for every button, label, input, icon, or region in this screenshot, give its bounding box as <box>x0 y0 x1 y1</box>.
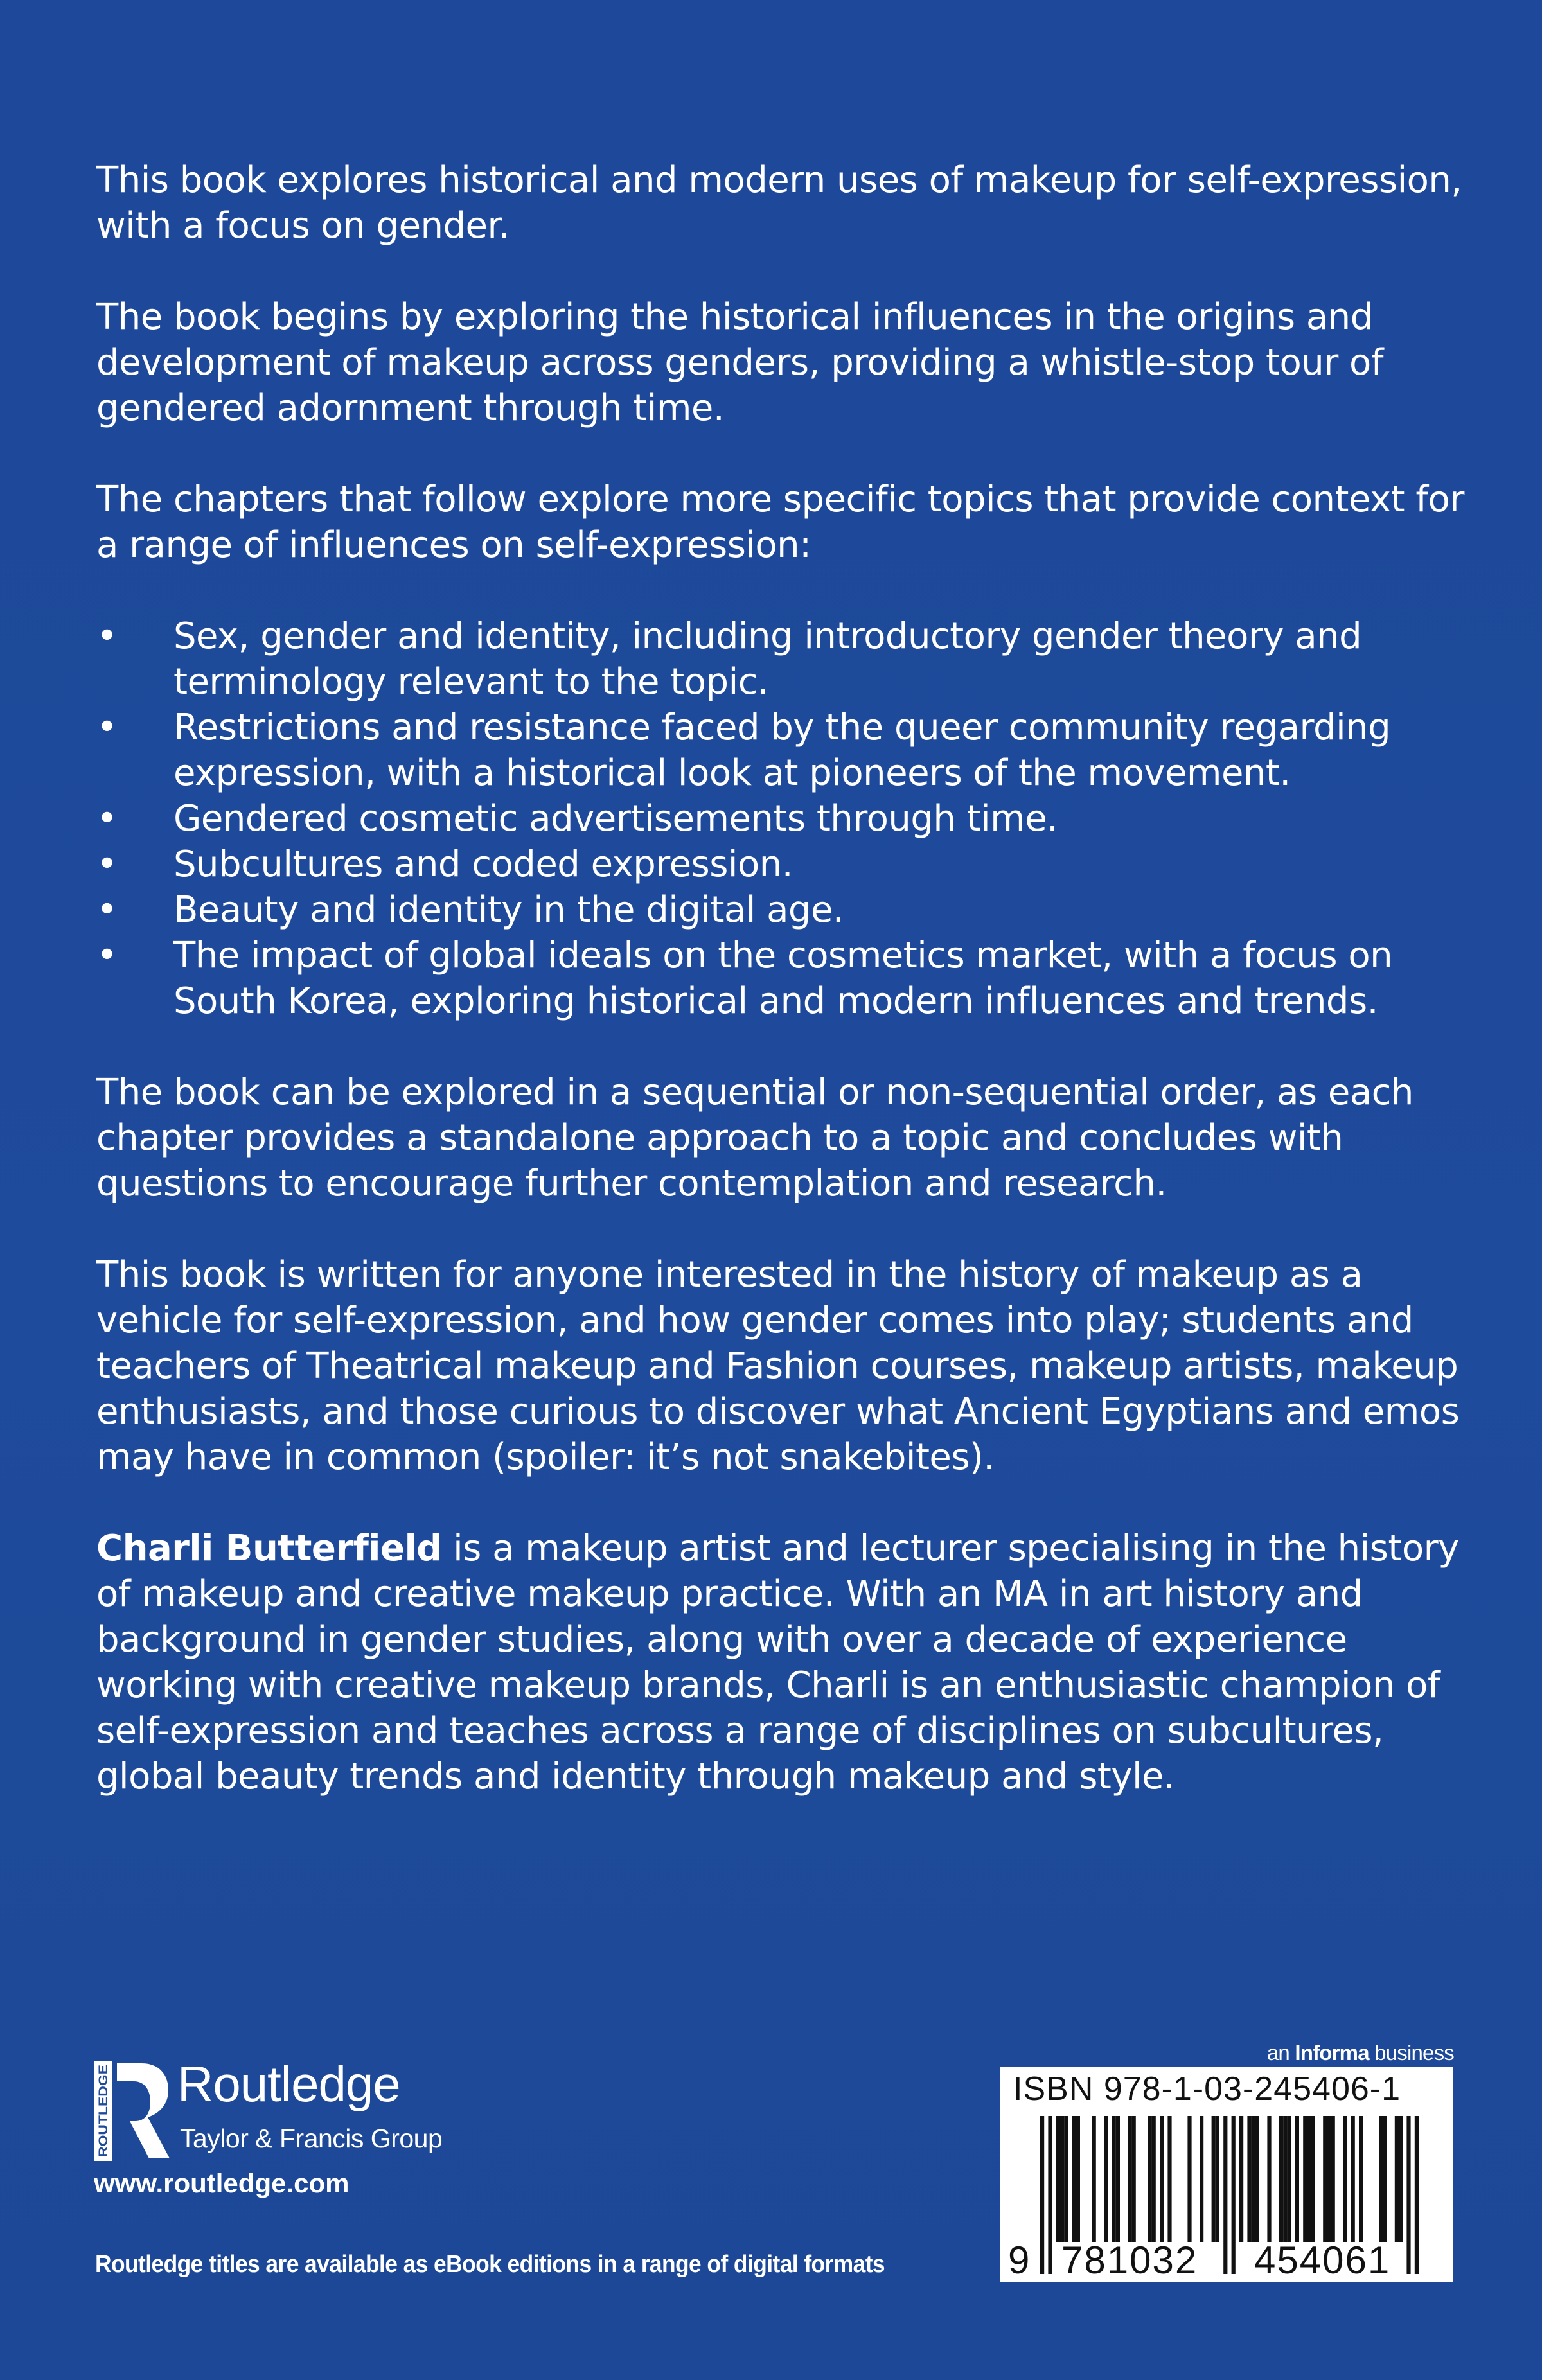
barcode-bar <box>1255 2116 1259 2242</box>
barcode-bar <box>1187 2116 1191 2242</box>
list-item: • Beauty and identity in the digital age. <box>96 887 1465 933</box>
chapter-topics-list <box>96 613 1465 1024</box>
barcode-bar <box>1359 2116 1363 2242</box>
blurb <box>96 157 1465 1845</box>
barcode-bar <box>1064 2116 1068 2242</box>
barcode-bar <box>1152 2116 1156 2242</box>
informa-brand: Informa <box>1295 2041 1369 2065</box>
barcode-bar <box>1232 2116 1236 2274</box>
barcode-bar <box>1239 2116 1243 2242</box>
history-paragraph: The book begins by exploring the historical influences in the origins and development of makeup across genders, providing a whistle-stop tour of gendered adornment through time. <box>96 296 1384 429</box>
barcode-bar <box>1128 2116 1131 2242</box>
barcode-bar <box>1295 2116 1299 2242</box>
barcode-bar <box>1395 2116 1399 2242</box>
barcode-bar <box>1283 2116 1287 2242</box>
barcode-bar <box>1132 2116 1136 2242</box>
barcode-bar <box>1167 2116 1171 2242</box>
logo-vertical-text: ROUTLEDGE <box>97 2080 111 2157</box>
author-bio <box>96 1526 1465 1799</box>
list-item: • Gendered cosmetic advertisements through time. <box>96 796 1465 842</box>
barcode-bar <box>1200 2116 1203 2242</box>
barcode-bar <box>1212 2116 1216 2242</box>
barcode-bar <box>1311 2116 1315 2242</box>
barcode-bar <box>1216 2116 1219 2242</box>
barcode-digits-left: 781032 <box>1061 2239 1198 2282</box>
barcode-bar <box>1223 2116 1227 2274</box>
routledge-logo-icon <box>94 2061 171 2161</box>
ebook-note: Routledge titles are available as eBook editions in a range of digital formats <box>95 2251 885 2278</box>
barcode-bar <box>1076 2116 1080 2242</box>
barcode-lead-digit: 9 <box>1008 2239 1031 2282</box>
barcode-bar <box>1351 2116 1355 2242</box>
barcode-bar <box>1247 2116 1251 2242</box>
publisher-block <box>94 2056 544 2208</box>
list-item: • Subcultures and coded expression. <box>96 842 1465 887</box>
author-name: Charli Butterfield <box>96 1528 442 1569</box>
barcode-bar <box>1060 2116 1064 2242</box>
barcode-bar <box>1116 2116 1120 2242</box>
list-item: • Sex, gender and identity, including introductory gender theory and terminology relevant to the topic. <box>96 613 1465 705</box>
isbn-barcode <box>1000 2067 1453 2282</box>
barcode-bar <box>1327 2116 1331 2242</box>
audience-paragraph: This book is written for anyone interested in the history of makeup as a vehicle for self-expression, and how gender comes into play; students and teachers of Theatrical makeup and Fashion courses, makeup artists, makeup enthusiasts, and those curious to discover what Ancient Egyptians and emos may have in common (spoiler: it’s not snakebites). <box>96 1254 1460 1478</box>
barcode-bar <box>1252 2116 1255 2242</box>
barcode-bar <box>1415 2116 1419 2274</box>
list-item: • Restrictions and resistance faced by the queer community regarding expression, with a historical look at pioneers of the movement. <box>96 705 1465 796</box>
barcode-bar <box>1323 2116 1327 2242</box>
barcode-bar <box>1056 2116 1060 2242</box>
isbn-label: ISBN 978-1-03-245406-1 <box>1013 2070 1401 2108</box>
author-bio-text: is a makeup artist and lecturer specialising in the history of makeup and creative makeup practice. With an MA in art history and background in gender studies, along with over a decade of experience working with creative makeup brands, Charli is an enthusiastic champion of self-expression and teaches across a range of disciplines on subcultures, global beauty trends and identity through makeup and style. <box>96 1528 1459 1797</box>
informa-tagline <box>1267 2040 1454 2066</box>
barcode-bar <box>1287 2116 1291 2242</box>
barcode-bar <box>1048 2116 1052 2274</box>
barcode-bar <box>1267 2116 1271 2242</box>
publisher-website: www.routledge.com <box>94 2168 350 2198</box>
informa-suffix: business <box>1369 2041 1454 2065</box>
barcode-bar <box>1148 2116 1151 2242</box>
barcode-bar <box>1072 2116 1076 2242</box>
barcode-bar <box>1279 2116 1283 2242</box>
barcode-bar <box>1303 2116 1307 2242</box>
barcode-bar <box>1040 2116 1044 2274</box>
barcode-bar <box>1160 2116 1164 2242</box>
barcode-bar <box>1379 2116 1383 2242</box>
informa-prefix: an <box>1266 2041 1295 2065</box>
barcode-bar <box>1092 2116 1096 2242</box>
barcode-bar <box>1399 2116 1403 2242</box>
publisher-group: Taylor & Francis Group <box>180 2124 443 2153</box>
intro-paragraph: This book explores historical and modern uses of makeup for self-expression, with a focus on gender. <box>96 159 1462 247</box>
publisher-name: Routledge <box>177 2056 400 2112</box>
barcode-bar <box>1343 2116 1347 2242</box>
list-item: • The impact of global ideals on the cosmetics market, with a focus on South Korea, exploring historical and modern influences and trends. <box>96 933 1465 1024</box>
barcode-bar <box>1383 2116 1387 2242</box>
barcode-bar <box>1104 2116 1108 2242</box>
barcode-bar <box>1307 2116 1311 2242</box>
barcode-digits-right: 454061 <box>1254 2239 1391 2282</box>
barcode-bar <box>1406 2116 1410 2274</box>
reading-order-paragraph: The book can be explored in a sequential or non-sequential order, as each chapter provides a standalone approach to a topic and concludes with questions to encourage further contemplation and research. <box>96 1071 1414 1204</box>
chapters-intro-paragraph: The chapters that follow explore more specific topics that provide context for a range of influences on self-expression: <box>96 479 1464 566</box>
barcode-bar <box>1331 2116 1335 2242</box>
barcode-bar <box>1112 2116 1116 2242</box>
